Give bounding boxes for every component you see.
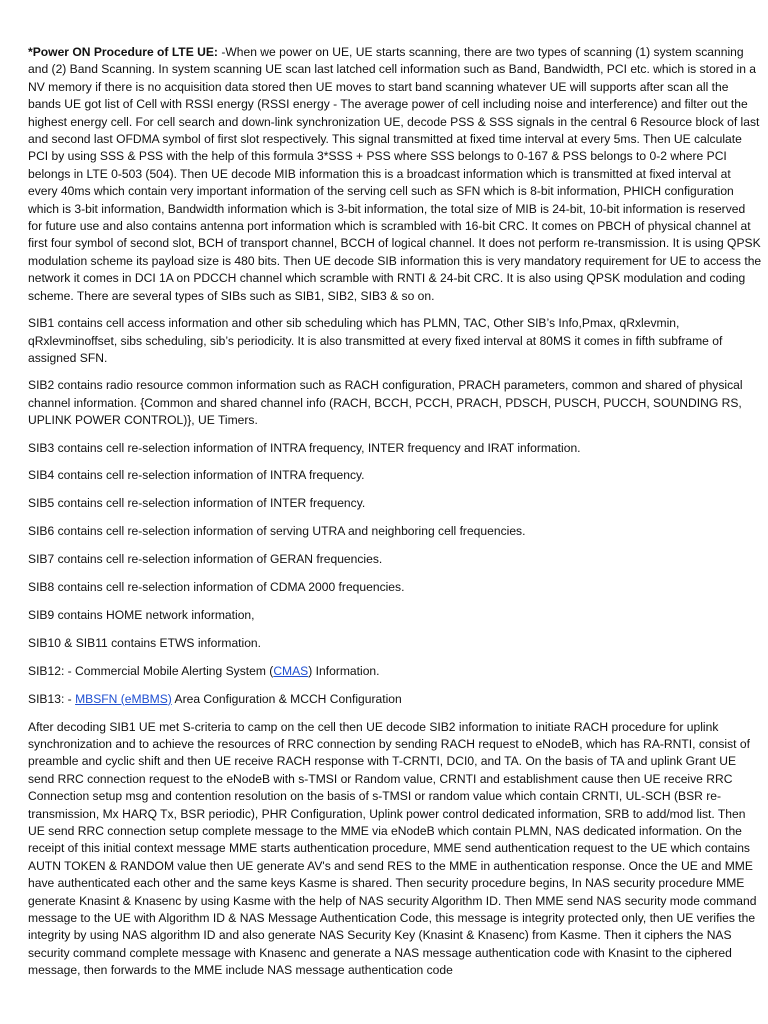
sib13-suffix: Area Configuration & MCCH Configuration bbox=[171, 691, 402, 706]
sib3-paragraph: SIB3 contains cell re-selection information of INTRA frequency, INTER frequency and IRAT information. bbox=[28, 440, 581, 455]
sib9-paragraph: SIB9 contains HOME network information, bbox=[28, 607, 255, 622]
sib7-paragraph: SIB7 contains cell re-selection information of GERAN frequencies. bbox=[28, 552, 383, 567]
sib6-paragraph: SIB6 contains cell re-selection information of serving UTRA and neighboring cell frequencies. bbox=[28, 524, 526, 539]
sib13-prefix: SIB13: - bbox=[28, 691, 76, 706]
sib5-paragraph: SIB5 contains cell re-selection information of INTER frequency. bbox=[28, 496, 366, 511]
mbsfn-link[interactable]: MBSFN (eMBMS) bbox=[75, 691, 172, 706]
sib1-paragraph: SIB1 contains cell access information and other sib scheduling which has PLMN, TAC, Other SIB’s Info,Pmax, qRxlevmin, qRxlevminoffset, sibs scheduling, sib’s periodicity. It is also transmitted at every fixed interval at 80MS it comes in fifth subframe of assigned SFN. bbox=[28, 316, 723, 365]
sib12-paragraph bbox=[28, 663, 762, 680]
intro-heading: *Power ON Procedure of LTE UE: bbox=[28, 45, 218, 59]
after-decoding-paragraph: After decoding SIB1 UE met S-criteria to camp on the cell then UE decode SIB2 information to initiate RACH procedure for uplink synchronization and to achieve the resources of RRC connection by sending RACH request to eNodeB, which has RA-RNTI, consist of preamble and cyclic shift and then UE receive RACH response with T-CRNTI, DCI0, and TA. On the basis of TA and uplink Grant UE send RRC connection request to the eNodeB with s-TMSI or Random value, CRNTI and establishment cause then UE receive RRC Connection setup msg and contention resolution on the basis of s-TMSI or random value which contain CRNTI, UL-SCH (BSR re-transmission, Mx HARQ Tx, BSR periodic), PHR Configuration, Uplink power control dedicated information, SRB to add/mod list. Then UE send RRC connection setup complete message to the MME via eNodeB which contain PLMN, NAS dedicated information. On the receipt of this initial context message MME starts authentication procedure, MME send authentication request to the UE which contains AUTN TOKEN & RANDOM value then UE generate AV's and send RES to the MME in authentication response. Once the UE and MME have authenticated each other and the same keys Kasme is shared. Then security procedure begins, In NAS security procedure MME generate Knasint & Knasenc by using Kasme with the help of NAS security Algorithm ID. Then MME send NAS security mode command message to the UE with Algorithm ID & NAS Message Authentication Code, this message is integrity protected only, then UE verifies the integrity by using NAS algorithm ID and also generate NAS Security Key (Knasint & Knasenc) from Kasme. Then it ciphers the NAS security command complete message with Knasenc and generate a NAS message authentication code with Knasint to the ciphered message, then forwards to the MME include NAS message authentication code bbox=[28, 719, 757, 978]
cmas-link[interactable]: CMAS bbox=[273, 663, 309, 678]
document-page bbox=[28, 44, 762, 990]
intro-text: -When we power on UE, UE starts scanning, there are two types of scanning (1) system scanning and (2) Band Scanning. In system scanning UE scan last latched cell information such as Band, Bandwidth, PCI etc. which is stored in a NV memory if there is no acquisition data stored then UE moves to start band scanning whatever UE will supports after scan all the bands UE got list of Cell with RSSI energy (RSSI energy - The average power of cell including noise and interference) and filter out the highest energy cell. For cell search and down-link synchronization UE, decode PSS & SSS signals in the central 6 Resource block of last and second last OFDMA symbol of first slot respectively. This signal transmitted at fixed time interval at every 5ms. Then UE calculate PCI by using SSS & PSS with the help of this formula 3*SSS + PSS where SSS belongs to 0-167 & PSS belongs to 0-2 where PCI belongs in LTE 0-503 (504). Then UE decode MIB information this is a broadcast information which is transmitted at fixed interval at every 40ms which contain very important information of the serving cell such as SFN which is 8-bit information, PHICH configuration which is 3-bit information, Bandwidth information which is 3-bit information, the total size of MIB is 24-bit, 10-bit information is reserved for future use and also contains antenna port information which is scrambled with 16-bit CRC. It comes on PBCH of physical channel at first four symbol of second slot, BCH of transport channel, BCCH of logical channel. It does not perform re-transmission. It is using QPSK modulation scheme its payload size is 480 bits. Then UE decode SIB information this is very mandatory requirement for UE to access the network it comes in DCI 1A on PDCCH channel which scramble with RNTI & 24-bit CRC. It is also using QPSK modulation and coding scheme. There are several types of SIBs such as SIB1, SIB2, SIB3 & so on. bbox=[28, 45, 762, 303]
sib13-paragraph bbox=[28, 691, 762, 708]
intro-paragraph bbox=[28, 44, 762, 305]
sib4-paragraph: SIB4 contains cell re-selection information of INTRA frequency. bbox=[28, 468, 365, 483]
sib12-suffix: ) Information. bbox=[308, 663, 380, 678]
sib8-paragraph: SIB8 contains cell re-selection information of CDMA 2000 frequencies. bbox=[28, 580, 405, 595]
sib2-paragraph: SIB2 contains radio resource common information such as RACH configuration, PRACH parameters, common and shared of physical channel information. {Common and shared channel info (RACH, BCCH, PCCH, PRACH, PDSCH, PUSCH, PUCCH, SOUNDING RS, UPLINK POWER CONTROL)}, UE Timers. bbox=[28, 378, 743, 428]
sib10-11-paragraph: SIB10 & SIB11 contains ETWS information. bbox=[28, 635, 262, 650]
sib12-prefix: SIB12: - Commercial Mobile Alerting System ( bbox=[28, 663, 274, 678]
